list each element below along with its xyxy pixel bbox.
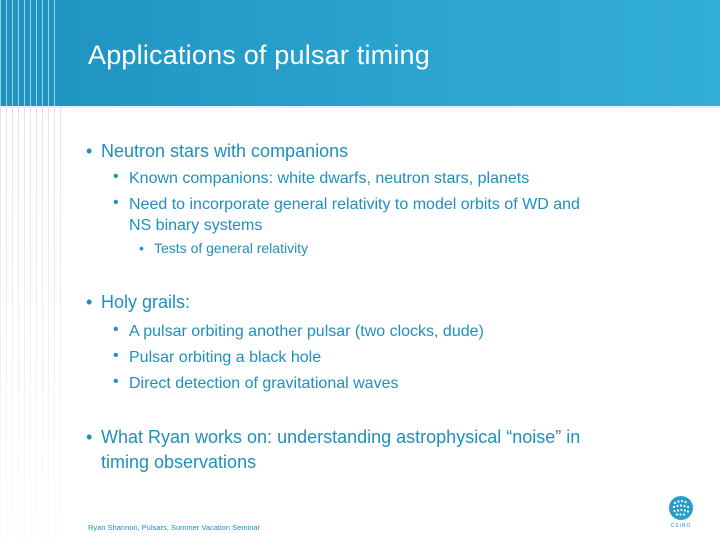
- bullet-marker: •: [113, 347, 119, 364]
- bullet-marker: •: [113, 373, 119, 390]
- sub-bullet-text: Pulsar orbiting a black hole: [129, 349, 322, 366]
- sub-bullet-text: Direct detection of gravitational waves: [129, 375, 399, 392]
- bullet-marker: •: [139, 240, 144, 256]
- bullet-text-line1: What Ryan works on: understanding astrophysical “noise” in: [101, 427, 581, 447]
- bullet-marker: •: [86, 292, 93, 312]
- sub-bullet-text: Known companions: white dwarfs, neutron stars, planets: [129, 170, 530, 187]
- csiro-logo: [666, 496, 696, 536]
- sub-sub-bullet-text: Tests of general relativity: [154, 240, 309, 256]
- bullet-marker: •: [113, 321, 119, 338]
- footer-text: Ryan Shannon, Pulsars, Summer Vacation Seminar: [88, 523, 261, 532]
- logo-mark-icon: [669, 496, 693, 520]
- bullet-marker: •: [113, 168, 119, 185]
- bullet-marker: •: [86, 427, 93, 447]
- logo-text: CSIRO: [670, 523, 692, 529]
- bullet-text: Holy grails:: [101, 292, 191, 312]
- slide-title: Applications of pulsar timing: [88, 40, 430, 70]
- sub-bullet-text-line1: Need to incorporate general relativity to model orbits of WD and: [129, 196, 580, 213]
- bullet-text-line2: timing observations: [101, 452, 257, 472]
- bullet-text: Neutron stars with companions: [101, 141, 349, 161]
- sub-bullet-text-line2: NS binary systems: [129, 217, 263, 234]
- sub-bullet-text: A pulsar orbiting another pulsar (two clocks, dude): [129, 323, 484, 340]
- bullet-marker: •: [113, 194, 119, 211]
- bullet-marker: •: [86, 141, 93, 161]
